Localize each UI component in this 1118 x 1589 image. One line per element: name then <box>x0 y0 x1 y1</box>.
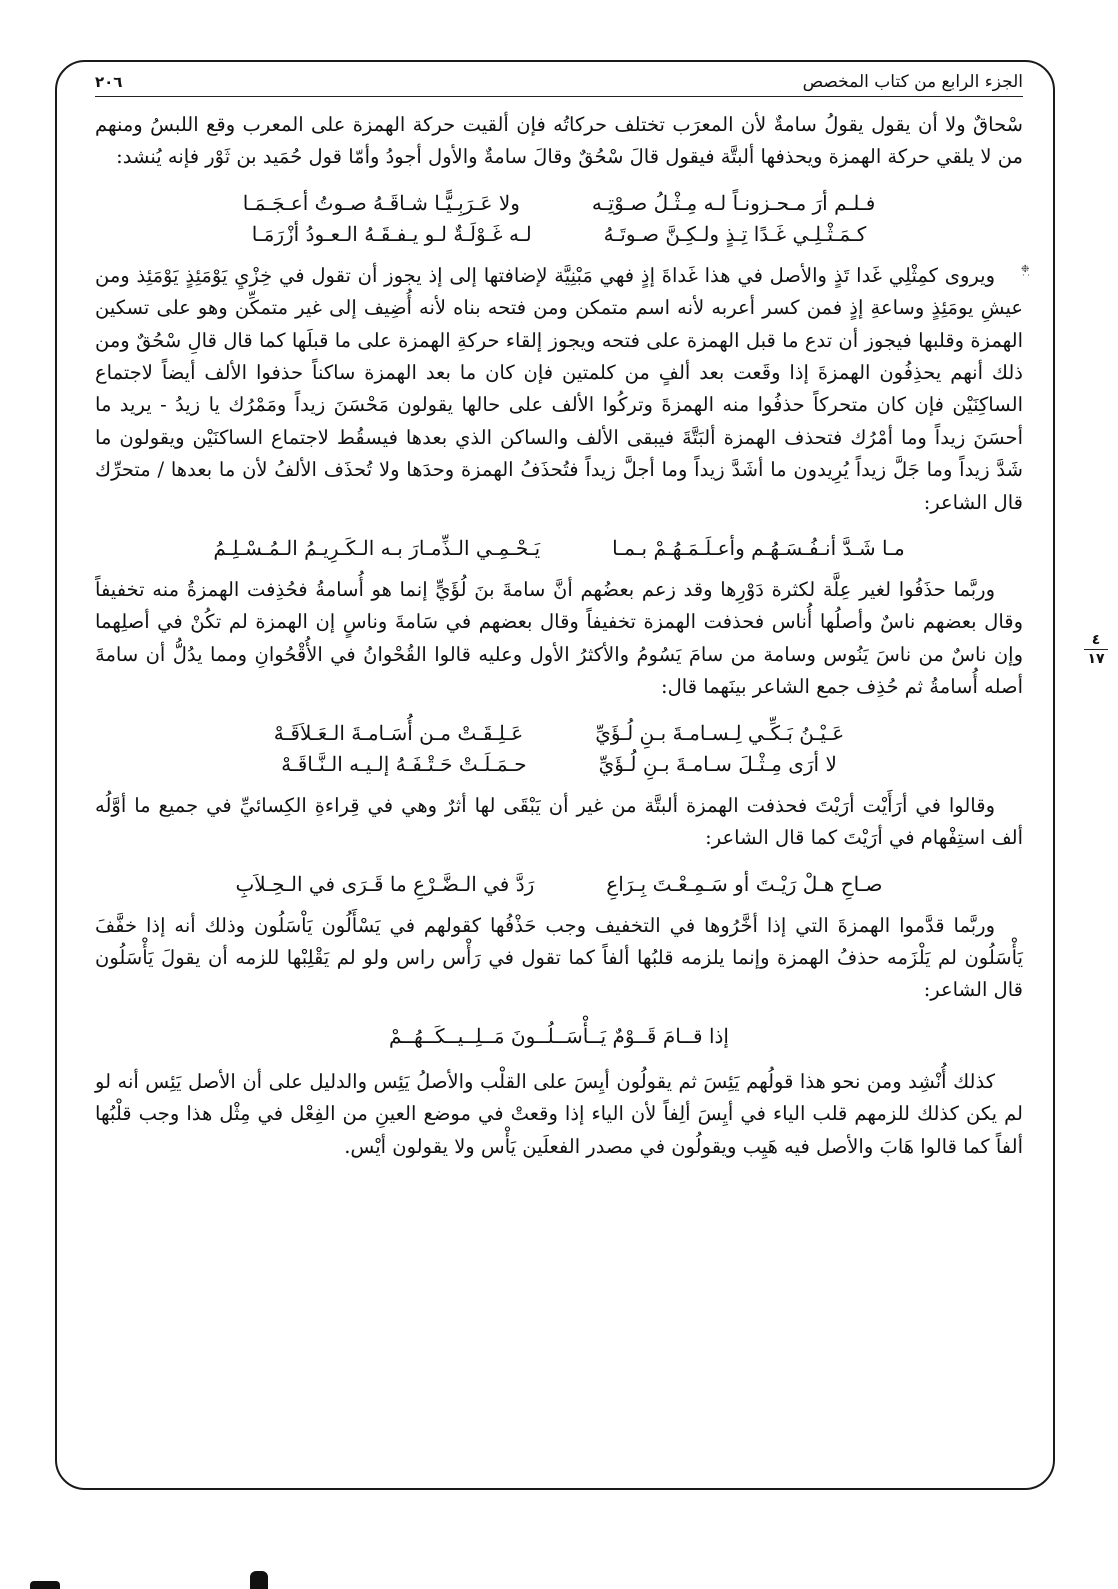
verse-hemistich-right: كـمَـثْـلِـي غَـدًا تِـذٍ ولـكِـنَّ صـوتَـهُ <box>603 221 867 246</box>
book-page <box>95 72 1023 1163</box>
verse-single: إذا قــامَ قَــوْمٌ يَــأْسَــلُــونَ مَــلِــيــكَــهُــمْ <box>389 1023 729 1048</box>
verse-hemistich-right: مـا شَـدَّ أنـفُـسَـهُـم وأعـلَـمَـهُـمْ بـمـا <box>612 536 905 561</box>
verse-line <box>95 219 1023 250</box>
scan-artifact <box>250 1571 268 1589</box>
verse-hemistich-right: لا أرَى مِـثْـلَ سـامـةَ بـنِ لُـؤَيِّ <box>598 751 837 776</box>
running-header <box>95 72 1023 97</box>
paragraph: كذلك أُنْشِد ومن نحو هذا قولُهم يَئِسَ ثم يقولُون أيِسَ على القلْب والأصلُ يَئِس والدليل على أن الأصل يَئِس أنه لو لم يكن كذلك للزمهم قلب الياء في أيِسَ ألِفاً لأن الياء إذا وقعتْ في موضع العينِ من الفِعْل في مِثْل هذا وجب قلْبُها ألفاً كما قالوا هَابَ والأصل فيه هَيِب ويقولُون في مصدر الفعلَين يَأْس ولا يقولون أيْس. <box>95 1069 1023 1158</box>
scan-artifact <box>30 1581 60 1589</box>
verse-line <box>95 869 1023 900</box>
verse-hemistich-right: فـلـم أرَ مـحـزونـاً لـه مِـثْـلُ صـوْتِـه <box>591 190 876 215</box>
verse-line <box>95 749 1023 780</box>
verse-hemistich-left: حـمَـلَـتْ حَـتْـفَـهُ إلـيـه الـنَّـاقَـهْ <box>281 751 527 776</box>
verse-line <box>95 533 1023 564</box>
margin-page-reference <box>1082 632 1110 667</box>
book-title: الجزء الرابع من كتاب المخصص <box>802 72 1023 92</box>
paragraph: وربَّما حذَفُوا لغير عِلَّة لكثرة دَوْرِها وقد زعم بعضُهم أنَّ سامةَ بنَ لُؤَيٍّ إنما هو أُسامةُ فحُذِفت الهمزةُ منه تخفيفاً وقال بعضهم ناسٌ وأصلُها أُناس فحذفت الهمزة تخفيفاً وقال بعضهم في سَامةَ وناسٍ إن الهمزة لم تكُنْ في أصلِهما وإن ناسٌ من ناسَ يَنُوس وسامة من سامَ يَسُومُ والأكثرُ الأول وعليه قالوا القُحْوانُ في الأُقْحُوانِ ومما يدُلُّ أن سامةَ أصله أُسامةُ ثم حُذِف جمع الشاعر بينَهما قال: <box>95 578 1023 699</box>
verse-hemistich-left: يَـحْـمِـي الـذِّمـارَ بـه الـكَـرِيـمُ الـمُـسْـلِـمُ <box>213 536 541 561</box>
ink-speck: ❉ ˙˙ <box>1021 264 1031 285</box>
margin-ref-top: ٤ <box>1091 632 1101 648</box>
verse-hemistich-left: عَـلِـقَـتْ مـن أُسَـامـةَ الـعَـلاَقَـهْ <box>273 720 524 745</box>
verse-hemistich-left: لـه غَـوْلَـةٌ لـو يـفـقَـهُ الـعـودُ أزْرَمَـا <box>251 221 532 246</box>
verse-hemistich-left: رَدَّ في الـضَّـرْعِ ما قَـرَى في الـحِـلاَبِ <box>235 871 535 896</box>
paragraph: وربَّما قدَّموا الهمزةَ التي إذا أخَّرُوها في التخفيف وجب حَذْفُها كقولهم في يَسْأَلُون يَاْسَلُون وذلك أنه إذا خفَّفَ يَأْسَلُون لم يَلْزَمه حذفُ الهمزة وإنما يلزمه قلبُها ألفاً كما تقول في رَأْس راس ولو لم يَقْلِبْها للزمه أن يقولَ يَأْسَلُون قال الشاعر: <box>95 913 1023 1002</box>
page-number: ٢٠٦ <box>95 73 123 91</box>
paragraph: وقالوا في أرَأَيْت أرَيْتَ فحذفت الهمزة ألبتَّة من غير أن يَبْقَى لها أثرٌ وهي في قِراءةِ الكِسائيِّ في جميع ما أوَّلُه ألف استِفْهام في أرَيْتَ كما قال الشاعر: <box>95 793 1023 850</box>
verse-line <box>95 188 1023 219</box>
verse-hemistich-right: صـاحِ هـلْ رَيْـتَ أو سَـمِـعْـتَ بِـرَاعِ <box>606 871 883 896</box>
verse-line <box>95 1021 1023 1052</box>
verse-hemistich-right: عَـيْـنُ بَـكِّـي لِـسـامـةَ بـنِ لُـؤَيِّ <box>595 720 845 745</box>
verse-hemistich-left: ولا عَـرَبِـيًّـا شـاقَـهُ صـوتُ أعـجَـمَـا <box>242 190 520 215</box>
paragraph: ويروى كمِثْلِي غَدا تَذٍ والأصل في هذا غَداةَ إذٍ فهي مَبْنِيَّة لإضافتها إلى إذ يجوز أن تقول في خِزْيِ يَوْمَئِذٍ يَوْمَئِذ ومن عيشِ يومَئِذٍ وساعةِ إذٍ فمن كسر أعربه لأنه اسم متمكن ومن فتحه بناه لأنه أُضِيف إلى غير متمكِّن وهو على تسكين الهمزة وقلبها فيجوز أن تدع ما قبل الهمزة على فتحه ويجوز إلقاء حركةِ الهمزة على ما قبلَها كما قال قالِ سْحُقٌ ومن ذلك أنهم يحذِفُون الهمزةَ إذا وقَعت بعد ألفٍ من كلمتين فإن كان ما بعد الهمزة ساكناً حذفوا الألف أيضاً لاجتماع الساكِنَيْن فإن كان متحركاً حذفُوا منه الهمزةَ وتركُوا الألف على حالها يقولون مَحْسَنَ زيداً ومَمْرُك يا زيدُ - يريد ما أحسَنَ زيداً وما أمْرُك فتحذف الهمزة ألبَتَّةَ فيبقى الألف والساكن الذي بعدها فيسقُط لاجتماع الساكنَيْن ويقولون ما شَدَّ زيداً وما جَلَّ زيداً يُرِيدون ما أشَدَّ زيداً وما أجلَّ زيداً فتُحذَفُ الهمزة وحدَها ولا تُحذَف الألفُ لأن ما بعدها / متحرِّك قال الشاعر: <box>95 263 1023 514</box>
margin-ref-bottom: ١٧ <box>1087 651 1105 667</box>
paragraph: سْحاقٌ ولا أن يقول يقولُ سامةٌ لأن المعرَب تختلف حركاتُه فإن ألقيت حركة الهمزة على المعرب وقع اللبسُ ومنهم من لا يلقي حركة الهمزة ويحذفها ألبتَّة فيقول قالَ سْحُقٌ وقالَ سامةٌ والأول أجودُ وأمّا قول حُمَيد بن ثَوْر فإنه يُنشد: <box>95 113 1023 169</box>
verse-line <box>95 718 1023 749</box>
